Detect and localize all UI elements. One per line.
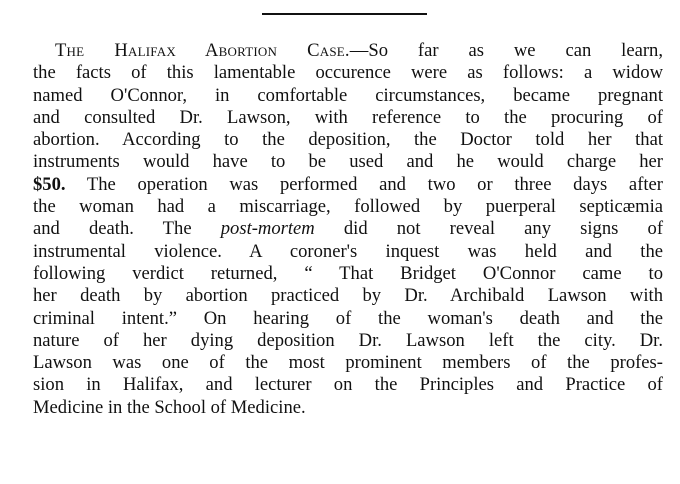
text-segment: her death by abortion practiced by Dr. Archibald Lawson with [33, 285, 663, 307]
text-line [33, 241, 663, 263]
text-line [33, 330, 663, 352]
text-line [33, 107, 663, 129]
text-line [33, 263, 663, 285]
text-segment: criminal intent.” On hearing of the woman's death and the [33, 307, 663, 329]
text-segment: did not reveal any signs of [314, 218, 664, 240]
text-line [33, 308, 663, 330]
text-segment: following verdict returned, “ That Bridget O'Connor came to [33, 262, 663, 284]
text-segment: the facts of this lamentable occurence were as follows: a widow [33, 62, 663, 84]
article-body [33, 40, 663, 419]
text-line [33, 40, 663, 62]
text-line [33, 62, 663, 84]
text-line [33, 85, 663, 107]
text-segment: the woman had a miscarriage, followed by puerperal septicæmia [33, 196, 663, 218]
text-line [33, 352, 663, 374]
text-line [33, 151, 663, 173]
text-segment: sion in Halifax, and lecturer on the Principles and Practice of [33, 374, 663, 396]
text-segment: Medicine in the School of Medicine. [33, 396, 306, 418]
text-segment: —So far as we can learn, [349, 40, 663, 61]
text-line [33, 196, 663, 218]
text-segment: instruments would have to be used and he would charge her [33, 151, 663, 173]
text-segment: The operation was performed and two or three days after [65, 173, 663, 195]
text-line [33, 218, 663, 240]
text-segment: nature of her dying deposition Dr. Lawson left the city. Dr. [33, 329, 663, 351]
text-segment: Lawson was one of the most prominent members of the profes- [33, 352, 663, 374]
text-segment: instrumental violence. A coroner's inquest was held and the [33, 240, 663, 262]
text-line [33, 397, 663, 419]
text-segment: abortion. According to the deposition, the Doctor told her that [33, 129, 663, 151]
separator-rule [262, 13, 427, 15]
text-line [33, 374, 663, 396]
text-segment: $50. [33, 173, 66, 195]
text-segment: post-mortem [220, 218, 315, 240]
text-line [33, 285, 663, 307]
article-title: The Halifax Abortion Case. [55, 40, 350, 61]
text-line [33, 129, 663, 151]
text-segment: and consulted Dr. Lawson, with reference to the procuring of [33, 106, 663, 128]
text-segment: named O'Connor, in comfortable circumstances, became pregnant [33, 84, 663, 106]
text-line [33, 174, 663, 196]
text-segment: and death. The [33, 218, 221, 240]
